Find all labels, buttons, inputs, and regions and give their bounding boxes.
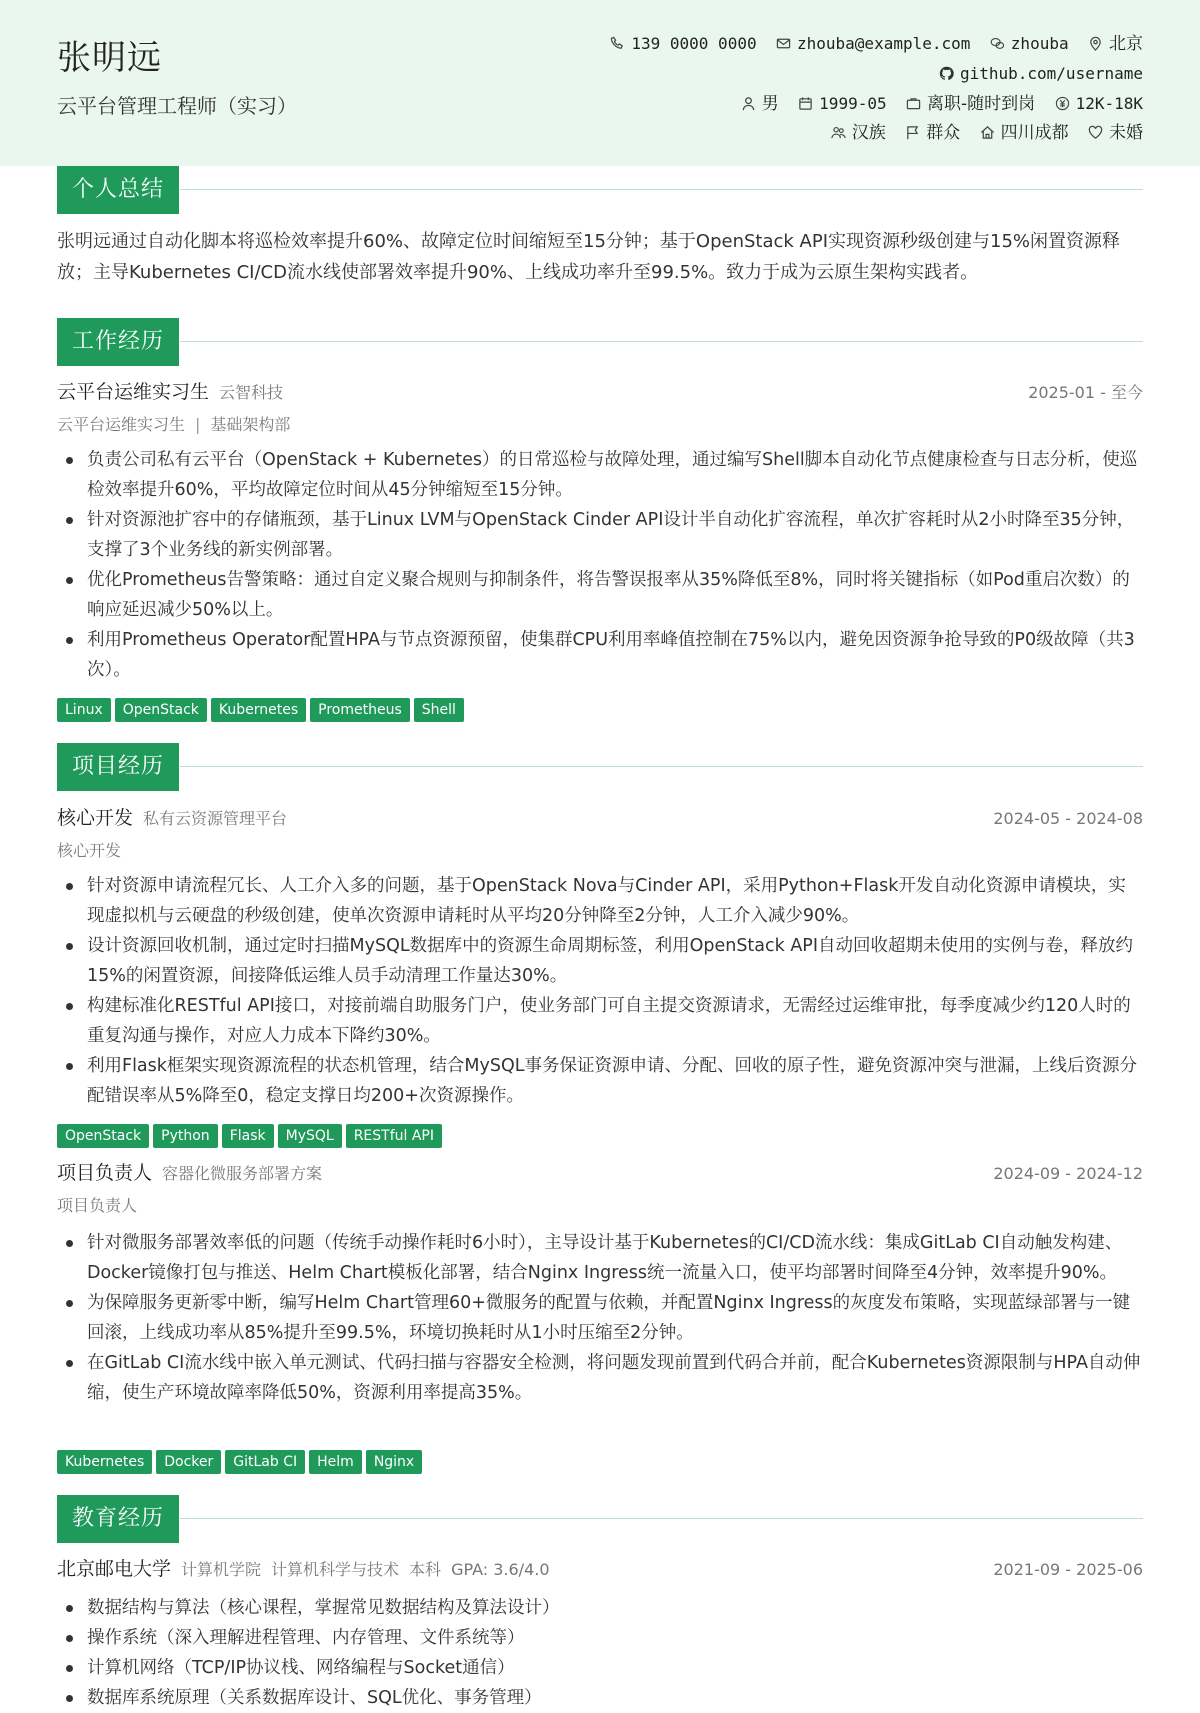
project-date: 2024-09 - 2024-12 (993, 1164, 1143, 1183)
skill-tag: Flask (222, 1124, 274, 1148)
hometown-item (980, 119, 1069, 148)
major: 计算机科学与技术 (271, 1560, 400, 1579)
heart-icon (1088, 125, 1103, 140)
work-company: 云智科技 (219, 383, 284, 402)
project-name: 容器化微服务部署方案 (162, 1164, 323, 1183)
salary-item (1055, 89, 1143, 119)
list-item: 利用Prometheus Operator配置HPA与节点资源预留，使集群CPU利用率峰值控制在75%以内，避免因资源争抢导致的P0级故障（共3次）。 (87, 625, 1143, 685)
section-divider (180, 189, 1143, 190)
location-icon (1088, 36, 1103, 51)
section-title-education: 教育经历 (57, 1495, 179, 1543)
contact-info (610, 29, 1143, 148)
skill-tag: Linux (57, 698, 111, 722)
wechat-item (990, 29, 1069, 59)
hometown: 四川成都 (1000, 123, 1069, 143)
education-entry-header (57, 1555, 1143, 1584)
school-name: 北京邮电大学 (57, 1558, 172, 1580)
mail-icon (776, 36, 791, 51)
phone-icon (610, 36, 625, 51)
gender: 男 (761, 94, 779, 114)
meta-separator: | (195, 415, 201, 434)
project-bullet-list (57, 871, 1143, 1111)
list-item: 数据库系统原理（关系数据库设计、SQL优化、事务管理） (87, 1683, 1143, 1713)
skill-tag: Python (153, 1124, 218, 1148)
briefcase-icon (906, 96, 921, 111)
list-item: 操作系统（深入理解进程管理、内存管理、文件系统等） (87, 1623, 1143, 1653)
contact-row-2 (610, 59, 1143, 89)
skill-tag: RESTful API (346, 1124, 442, 1148)
project-entry-header (57, 804, 1143, 833)
project-meta (57, 839, 121, 863)
degree: 本科 (409, 1560, 442, 1579)
project-skill-tags (57, 1450, 426, 1474)
project-name: 私有云资源管理平台 (143, 809, 288, 828)
skill-tag: Prometheus (310, 698, 410, 722)
list-item: 计算机网络（TCP/IP协议栈、网络编程与Socket通信） (87, 1653, 1143, 1683)
resume-header (0, 0, 1200, 166)
list-item: 负责公司私有云平台（OpenStack + Kubernetes）的日常巡检与故障处理，通过编写Shell脚本自动化节点健康检查与日志分析，使巡检效率提升60%，平均故障定位时间从45分钟缩短至15分钟。 (87, 445, 1143, 505)
work-department: 基础架构部 (210, 415, 291, 434)
github-item[interactable] (939, 59, 1143, 89)
birth-item (798, 89, 886, 119)
github-icon (939, 66, 954, 81)
marital-item (1088, 119, 1143, 148)
email-item[interactable] (776, 29, 970, 59)
wechat-icon (990, 36, 1005, 51)
skill-tag: Kubernetes (211, 698, 306, 722)
ethnicity: 汉族 (851, 123, 886, 143)
home-icon (980, 125, 995, 140)
project-date: 2024-05 - 2024-08 (993, 809, 1143, 828)
list-item: 利用Flask框架实现资源流程的状态机管理，结合MySQL事务保证资源申请、分配、回收的原子性，避免资源冲突与泄漏，上线后资源分配错误率从5%降至0，稳定支撑日均200+次资源操作。 (87, 1051, 1143, 1111)
list-item: 数据结构与算法（核心课程，掌握常见数据结构及算法设计） (87, 1593, 1143, 1623)
github-link[interactable]: github.com/username (959, 64, 1143, 83)
money-icon (1055, 96, 1070, 111)
college-name: 计算机学院 (181, 1560, 262, 1579)
skill-tag: Helm (309, 1450, 362, 1474)
skill-tag: OpenStack (57, 1124, 149, 1148)
skill-tag: Kubernetes (57, 1450, 152, 1474)
skill-tag: Docker (156, 1450, 221, 1474)
project-role: 项目负责人 (57, 1162, 153, 1184)
skill-tag: Shell (414, 698, 464, 722)
list-item: 优化Prometheus告警策略：通过自定义聚合规则与抑制条件，将告警误报率从35%降低至8%，同时将关键指标（如Pod重启次数）的响应延迟减少50%以上。 (87, 565, 1143, 625)
section-divider (180, 341, 1143, 342)
calendar-icon (798, 96, 813, 111)
project-position: 核心开发 (57, 841, 122, 860)
project-entry-header (57, 1159, 1143, 1188)
work-entry-header (57, 378, 1143, 407)
wechat-id: zhouba (1010, 34, 1069, 53)
skill-tag: MySQL (278, 1124, 342, 1148)
list-item: 设计资源回收机制，通过定时扫描MySQL数据库中的资源生命周期标签，利用OpenStack API自动回收超期未使用的实例与卷，释放约15%的闲置资源，间接降低运维人员手动清理工作量达30%。 (87, 931, 1143, 991)
list-item: 针对资源申请流程冗长、人工介入多的问题，基于OpenStack Nova与Cinder API，采用Python+Flask开发自动化资源申请模块，实现虚拟机与云硬盘的秒级创建，使单次资源申请耗时从平均20分钟降至2分钟，人工介入减少90%。 (87, 871, 1143, 931)
work-role: 云平台运维实习生 (57, 381, 210, 403)
email-address[interactable]: zhouba@example.com (797, 34, 971, 53)
project-skill-tags (57, 1124, 446, 1148)
user-icon (741, 96, 756, 111)
contact-row-4 (610, 119, 1143, 148)
list-item: 针对资源池扩容中的存储瓶颈，基于Linux LVM与OpenStack Cinder API设计半自动化扩容流程，单次扩容耗时从2小时降至35分钟，支撑了3个业务线的新实例部署。 (87, 505, 1143, 565)
marital-status: 未婚 (1109, 123, 1143, 143)
education-date: 2021-09 - 2025-06 (993, 1560, 1143, 1579)
gpa: GPA: 3.6/4.0 (451, 1560, 550, 1579)
people-icon (831, 125, 846, 140)
work-meta (57, 413, 290, 437)
list-item: 针对微服务部署效率低的问题（传统手动操作耗时6小时），主导设计基于Kubernetes的CI/CD流水线：集成GitLab CI自动触发构建、Docker镜像打包与推送、Helm Chart模板化部署，结合Nginx Ingress统一流量入口，使平均部署时间降至4分钟，效率提升90%。 (87, 1228, 1143, 1288)
section-title-projects: 项目经历 (57, 743, 179, 791)
work-bullet-list (57, 445, 1143, 685)
project-meta (57, 1194, 137, 1218)
list-item: 在GitLab CI流水线中嵌入单元测试、代码扫描与容器安全检测，将问题发现前置到代码合并前，配合Kubernetes资源限制与HPA自动伸缩，使生产环境故障率降低50%，资源利用率提高35%。 (87, 1348, 1143, 1408)
expected-salary: 12K-18K (1075, 94, 1143, 113)
section-divider (180, 1518, 1143, 1519)
skill-tag: GitLab CI (225, 1450, 305, 1474)
skill-tag: OpenStack (115, 698, 207, 722)
section-divider (180, 766, 1143, 767)
status-item (906, 90, 1035, 119)
work-position: 云平台运维实习生 (57, 415, 186, 434)
work-skill-tags (57, 698, 468, 722)
list-item: 构建标准化RESTful API接口，对接前端自助服务门户，使业务部门可自主提交资源请求，无需经过运维审批，每季度减少约120人时的重复沟通与操作，对应人力成本下降约30%。 (87, 991, 1143, 1051)
phone-item (610, 29, 756, 59)
job-title: 云平台管理工程师（实习） (57, 94, 297, 118)
section-title-work: 工作经历 (57, 318, 179, 366)
birth-date: 1999-05 (819, 94, 887, 113)
ethnicity-item (831, 119, 886, 148)
flag-icon (905, 125, 920, 140)
location-item (1088, 30, 1143, 59)
contact-row-3 (610, 89, 1143, 119)
work-date: 2025-01 - 至今 (1028, 383, 1143, 402)
political-item (905, 119, 960, 148)
political-status: 群众 (926, 123, 961, 143)
summary-text: 张明远通过自动化脚本将巡检效率提升60%、故障定位时间缩短至15分钟；基于OpenStack API实现资源秒级创建与15%闲置资源释放；主导Kubernetes CI/CD流水线使部署效率提升90%、上线成功率升至99.5%。致力于成为云原生架构实践者。 (57, 231, 1121, 283)
city: 北京 (1109, 34, 1143, 54)
skill-tag: Nginx (366, 1450, 422, 1474)
project-bullet-list (57, 1228, 1143, 1408)
contact-row-1 (610, 29, 1143, 59)
phone-number: 139 0000 0000 (631, 34, 757, 53)
education-course-list (57, 1593, 1143, 1713)
gender-item (741, 90, 779, 119)
project-position: 项目负责人 (57, 1196, 138, 1215)
job-status: 离职-随时到岗 (927, 94, 1036, 114)
project-role: 核心开发 (57, 807, 134, 829)
candidate-name: 张明远 (57, 38, 162, 78)
section-title-summary: 个人总结 (57, 166, 179, 214)
list-item: 为保障服务更新零中断，编写Helm Chart管理60+微服务的配置与依赖，并配置Nginx Ingress的灰度发布策略，实现蓝绿部署与一键回滚，上线成功率从85%提升至99.5%，环境切换耗时从1小时压缩至2分钟。 (87, 1288, 1143, 1348)
